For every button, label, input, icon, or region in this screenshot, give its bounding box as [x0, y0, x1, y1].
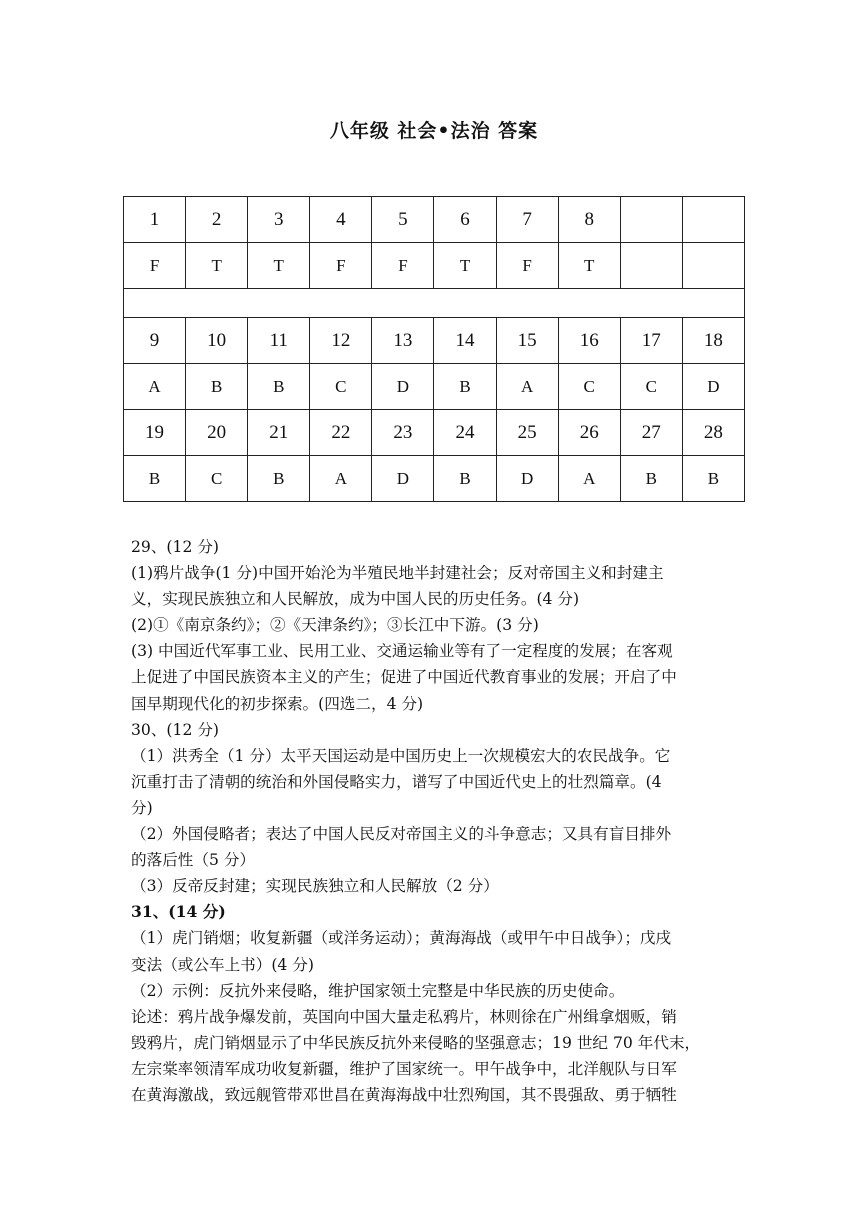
text-line: 变法（或公车上书）(4 分) [131, 955, 314, 974]
answer-cell: B [248, 456, 310, 502]
question-number: 10 [186, 318, 248, 364]
answer-cell: F [372, 243, 434, 289]
table-row [124, 410, 745, 456]
answer-cell: C [186, 456, 248, 502]
answer-cell: F [124, 243, 186, 289]
text-line: （2）外国侵略者；表达了中国人民反对帝国主义的斗争意志；又具有盲目排外 [131, 825, 672, 844]
question-number: 22 [310, 410, 372, 456]
answer-cell: D [372, 456, 434, 502]
answer-cell: B [434, 456, 496, 502]
answer-cell: F [310, 243, 372, 289]
answer-cell: C [310, 364, 372, 410]
question-number: 6 [434, 197, 496, 243]
answer-cell: D [372, 364, 434, 410]
answer-cell: F [496, 243, 558, 289]
answer-cell: B [434, 364, 496, 410]
text-line: 义，实现民族独立和人民解放，成为中国人民的历史任务。(4 分) [131, 590, 580, 609]
table-row [124, 318, 745, 364]
answer-cell: T [248, 243, 310, 289]
question-number: 16 [558, 318, 620, 364]
answer-cell: C [558, 364, 620, 410]
text-line: (1)鸦片战争(1 分)中国开始沦为半殖民地半封建社会；反对帝国主义和封建主 [131, 564, 664, 583]
table-row [124, 456, 745, 502]
text-line: 沉重打击了清朝的统治和外国侵略实力，谱写了中国近代史上的壮烈篇章。(4 [131, 772, 662, 791]
answer-cell: T [186, 243, 248, 289]
answer-table [123, 196, 745, 502]
question-number: 8 [558, 197, 620, 243]
text-line: 在黄海激战，致远舰管带邓世昌在黄海海战中壮烈殉国，其不畏强敌、勇于牺牲 [131, 1085, 677, 1104]
question-number: 13 [372, 318, 434, 364]
text-line: (3) 中国近代军事工业、民用工业、交通运输业等有了一定程度的发展；在客观 [131, 642, 673, 661]
empty-cell [682, 197, 744, 243]
question-number: 1 [124, 197, 186, 243]
page-title: 八年级 社会•法治 答案 [329, 120, 539, 142]
answer-cell: D [682, 364, 744, 410]
question-number: 5 [372, 197, 434, 243]
question-number: 21 [248, 410, 310, 456]
text-line: 左宗棠率领清军成功收复新疆，维护了国家统一。甲午战争中，北洋舰队与日军 [131, 1059, 677, 1078]
answer-cell: B [186, 364, 248, 410]
question-number: 27 [620, 410, 682, 456]
question-number: 9 [124, 318, 186, 364]
question-number: 3 [248, 197, 310, 243]
question-number: 14 [434, 318, 496, 364]
answer-cell: A [496, 364, 558, 410]
empty-cell [620, 197, 682, 243]
question-number: 18 [682, 318, 744, 364]
question-number: 24 [434, 410, 496, 456]
answer-cell: A [558, 456, 620, 502]
empty-cell [124, 289, 745, 318]
question-number: 28 [682, 410, 744, 456]
answer-cell: T [434, 243, 496, 289]
text-line: 分) [131, 798, 153, 817]
question-number: 2 [186, 197, 248, 243]
text-line: （1）洪秀全（1 分）太平天国运动是中国历史上一次规模宏大的农民战争。它 [131, 746, 671, 765]
text-line: （3）反帝反封建；实现民族独立和人民解放（2 分） [131, 877, 499, 896]
question-number: 12 [310, 318, 372, 364]
answer-cell: C [620, 364, 682, 410]
answer-cell: T [558, 243, 620, 289]
text-line: （2）示例：反抗外来侵略，维护国家领土完整是中华民族的历史使命。 [131, 981, 625, 1000]
text-line: 国早期现代化的初步探索。(四选二，4 分) [131, 694, 424, 713]
question-number: 7 [496, 197, 558, 243]
answer-cell: B [620, 456, 682, 502]
question-number: 19 [124, 410, 186, 456]
empty-cell [620, 243, 682, 289]
table-row [124, 364, 745, 410]
empty-cell [682, 243, 744, 289]
text-line: （1）虎门销烟；收复新疆（或洋务运动）；黄海海战（或甲午中日战争）；戊戌 [131, 929, 672, 948]
text-line: 论述：鸦片战争爆发前，英国向中国大量走私鸦片，林则徐在广州缉拿烟贩，销 [131, 1007, 677, 1026]
answer-explanations [131, 534, 743, 1108]
question-number: 4 [310, 197, 372, 243]
answer-cell: D [496, 456, 558, 502]
section-heading-30: 30、(12 分) [131, 720, 219, 739]
question-number: 15 [496, 318, 558, 364]
table-row [124, 243, 745, 289]
text-line: 上促进了中国民族资本主义的产生；促进了中国近代教育事业的发展；开启了中 [131, 668, 677, 687]
table-separator-row [124, 289, 745, 318]
section-heading-31: 31、(14 分) [131, 902, 226, 922]
question-number: 20 [186, 410, 248, 456]
text-line: 毁鸦片，虎门销烟显示了中华民族反抗外来侵略的坚强意志；19 世纪 70 年代末， [131, 1033, 701, 1052]
question-number: 11 [248, 318, 310, 364]
question-number: 17 [620, 318, 682, 364]
question-number: 25 [496, 410, 558, 456]
question-number: 23 [372, 410, 434, 456]
question-number: 26 [558, 410, 620, 456]
text-line: (2)①《南京条约》；②《天津条约》；③长江中下游。(3 分) [131, 616, 539, 635]
section-heading-29: 29、(12 分) [131, 538, 219, 556]
answer-cell: A [310, 456, 372, 502]
answer-cell: B [682, 456, 744, 502]
answer-cell: B [248, 364, 310, 410]
answer-cell: B [124, 456, 186, 502]
table-row [124, 197, 745, 243]
answer-cell: A [124, 364, 186, 410]
text-line: 的落后性（5 分） [131, 851, 256, 870]
